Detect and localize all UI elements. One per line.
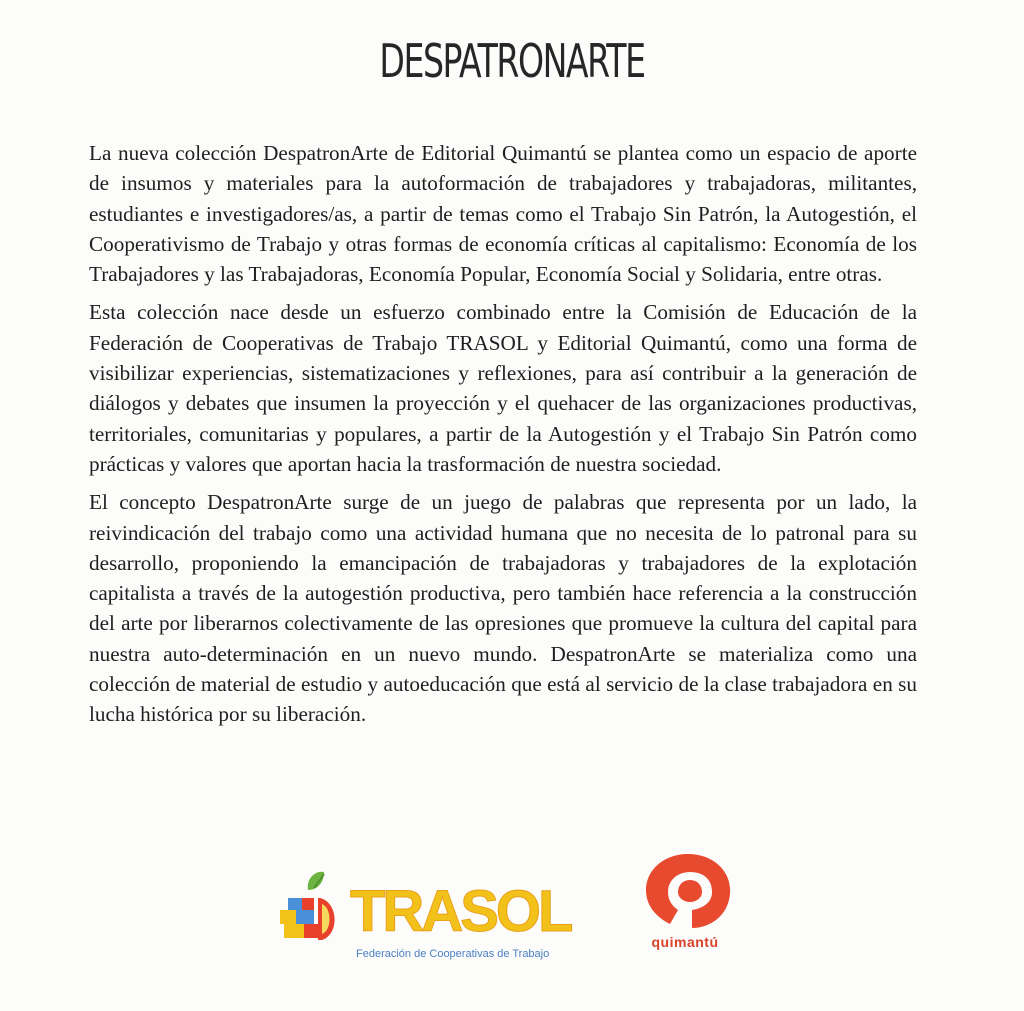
paragraph-1: La nueva colección DespatronArte de Editorial Quimantú se plantea como un espacio de aporte de insumos y materiales para la autoformación de trabajadores y trabajadoras, militantes, estudiantes e investigadores/as, a partir de temas como el Trabajo Sin Patrón, la Autogestión, el Cooperativismo de Trabajo y otras formas de economía críticas al capitalismo: Economía de los Trabajadores y las Trabajadoras, Economía Popular, Economía Social y Solidaria, entre otras.: [89, 141, 917, 287]
trasol-logo: [278, 864, 571, 964]
trasol-icon: [278, 868, 348, 954]
trasol-wordmark: TRASOL: [350, 879, 571, 944]
body-text: [89, 138, 917, 738]
paragraph-2: Esta colección nace desde un esfuerzo combinado entre la Comisión de Educación de la Federación de Cooperativas de Trabajo TRASOL y Editorial Quimantú, como una forma de visibilizar experiencias, sistematizaciones y reflexiones, para así contribuir a la generación de diálogos y debates que insumen la proyección y el quehacer de las organizaciones productivas, territoriales, comunitarias y populares, a partir de la Autogestión y el Trabajo Sin Patrón como prácticas y valores que aportan hacia la trasformación de nuestra sociedad.: [89, 300, 917, 476]
logos: [0, 850, 1024, 1000]
page-title: DESPATRONARTE: [379, 34, 645, 88]
quimantu-icon: [630, 850, 740, 934]
trasol-subtitle: Federación de Cooperativas de Trabajo: [356, 948, 550, 960]
paragraph-3: El concepto DespatronArte surge de un juego de palabras que representa por un lado, la reivindicación del trabajo como una actividad humana que no necesita de lo patronal para su desarrollo, proponiendo la emancipación de trabajadoras y trabajadores de la explotación capitalista a través de la autogestión productiva, pero también hace referencia a la construcción del arte por liberarnos colectivamente de las opresiones que promueve la cultura del capital para nuestra auto-determinación en un nuevo mundo. DespatronArte se materializa como una colección de material de estudio y autoeducación que está al servicio de la clase trabajadora en su lucha histórica por su liberación.: [89, 490, 917, 727]
quimantu-logo: [630, 850, 740, 960]
quimantu-wordmark: quimantú: [651, 934, 719, 950]
